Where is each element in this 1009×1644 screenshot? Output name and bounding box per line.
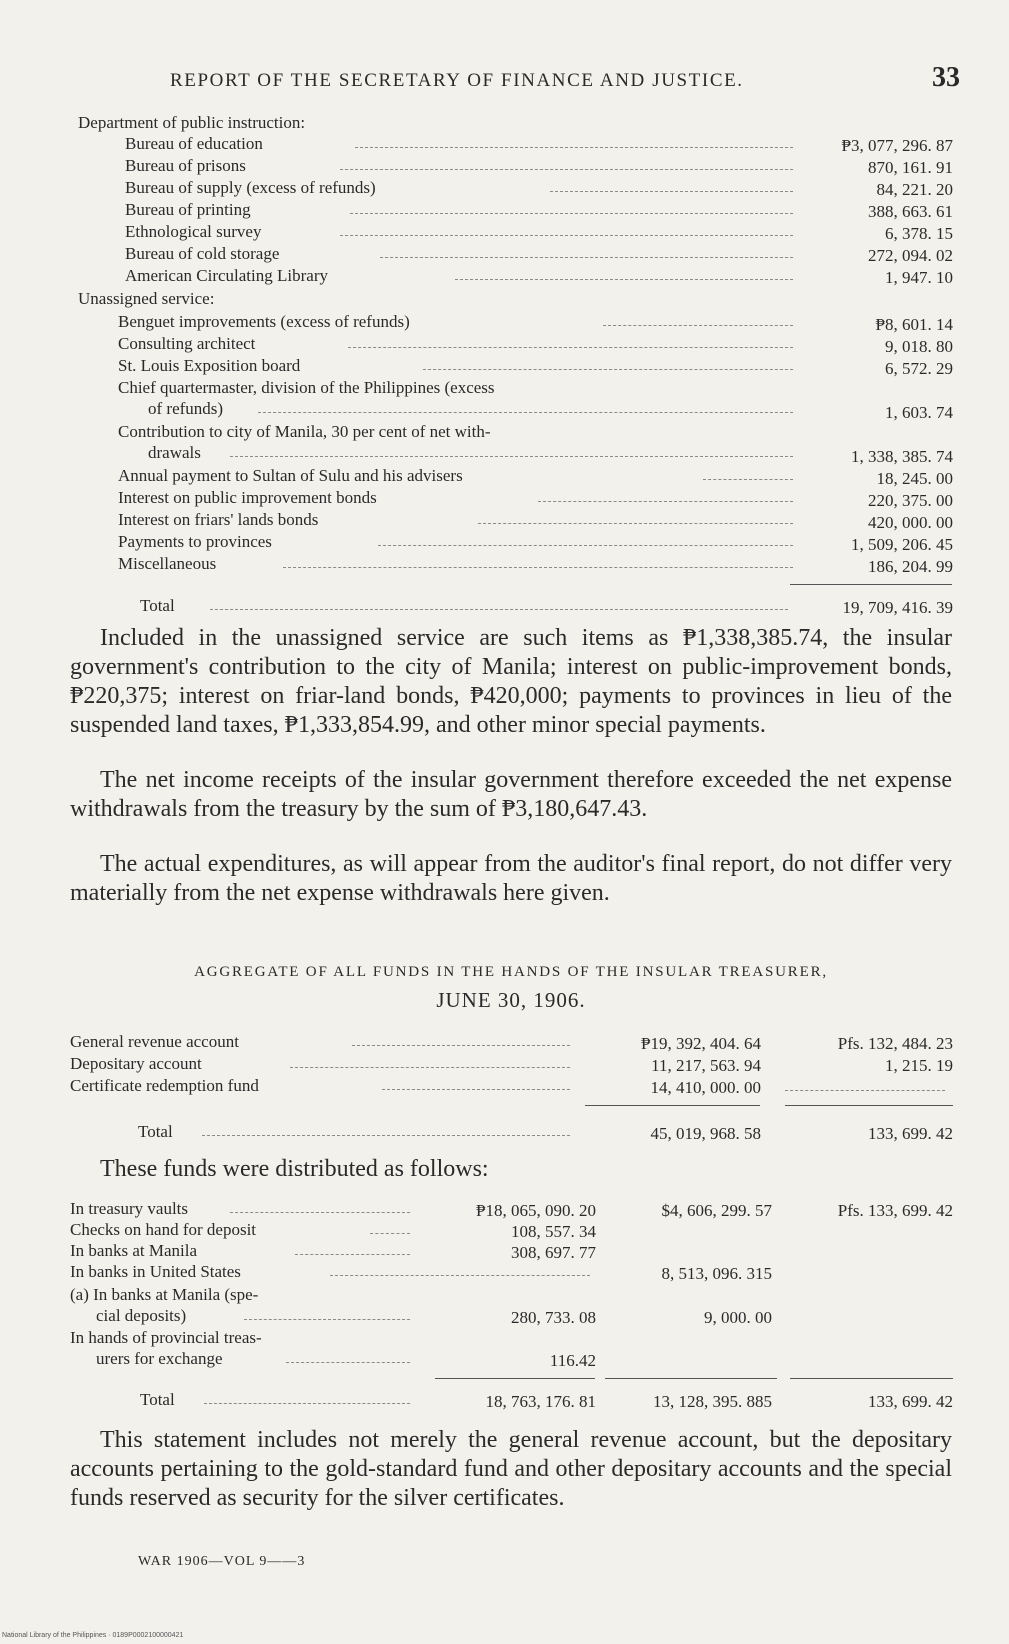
total-label: Total — [140, 1390, 175, 1409]
row-amount: 6, 378. 15 — [885, 224, 953, 243]
page-number: 33 — [932, 62, 960, 93]
leader-dots — [290, 1067, 570, 1068]
total-pfs: 133, 699. 42 — [868, 1392, 953, 1411]
aggregate-title-line: AGGREGATE OF ALL FUNDS IN THE HANDS OF THE INSULAR TREASURER, — [194, 964, 828, 980]
row-label: Certificate redemption fund — [70, 1076, 259, 1095]
row-label: Interest on public improvement bonds — [118, 488, 377, 507]
dept-heading: Department of public instruction: — [78, 113, 306, 132]
leader-dots — [330, 1275, 590, 1276]
total-rule — [790, 584, 952, 585]
cell-pfs: Pfs. 132, 484. 23 — [837, 1034, 953, 1053]
leader-dots — [370, 1233, 410, 1234]
total-rule — [585, 1105, 760, 1106]
row-label: Bureau of education — [125, 134, 263, 153]
leader-dots — [348, 347, 793, 348]
cell-dollars: 9, 000. 00 — [704, 1308, 772, 1327]
total-dollars: 13, 128, 395. 885 — [653, 1392, 772, 1411]
row-label: General revenue account — [70, 1032, 239, 1051]
row-amount: 9, 018. 80 — [885, 337, 953, 356]
row-label: Payments to provinces — [118, 532, 272, 551]
total-label: Total — [138, 1122, 173, 1141]
total-pesos: 45, 019, 968. 58 — [650, 1124, 761, 1143]
leader-dots — [382, 1089, 570, 1090]
row-label: In hands of provincial treas- — [70, 1328, 262, 1347]
row-label: Annual payment to Sultan of Sulu and his advisers — [118, 466, 463, 485]
signature-line: WAR 1906—VOL 9——3 — [138, 1554, 306, 1569]
leader-dots — [603, 325, 793, 326]
leader-dots — [340, 235, 793, 236]
row-label: American Circulating Library — [125, 266, 328, 285]
row-amount: 870, 161. 91 — [868, 158, 953, 177]
paragraph-net-income: The net income receipts of the insular government therefore exceeded the net expense withdrawals from the treasury by the sum of ₱3,180,647.43. — [70, 767, 952, 822]
paragraph-unassigned-items: Included in the unassigned service are such items as ₱1,338,385.74, the insular government's contribution to the city of Manila; interest on public-improvement bonds, ₱220,375; interest on friar-land bonds, ₱420,000; payments to provinces in lieu of the suspended land taxes, ₱1,333,854.99, and other minor special payments. — [70, 625, 952, 738]
row-label: Checks on hand for deposit — [70, 1220, 257, 1239]
leader-dots — [478, 523, 793, 524]
leader-dots — [230, 456, 793, 457]
row-label: In banks in United States — [70, 1262, 241, 1281]
total-pesos: 18, 763, 176. 81 — [485, 1392, 596, 1411]
leader-dots — [283, 567, 793, 568]
total-amount: 19, 709, 416. 39 — [842, 598, 953, 617]
row-label: Bureau of supply (excess of refunds) — [125, 178, 376, 197]
row-amount: 420, 000. 00 — [868, 513, 953, 532]
row-amount: 1, 947. 10 — [885, 268, 953, 287]
row-label-cont: urers for exchange — [96, 1349, 223, 1368]
row-label: Contribution to city of Manila, 30 per cent of net with- — [118, 422, 491, 441]
total-rule — [605, 1378, 777, 1379]
leader-dots — [355, 147, 793, 148]
aggregate-table-title — [70, 958, 952, 1014]
running-header — [160, 62, 960, 98]
row-label: (a) In banks at Manila (spe- — [70, 1285, 259, 1304]
cell-pesos: 280, 733. 08 — [511, 1308, 596, 1327]
total-pfs: 133, 699. 42 — [868, 1124, 953, 1143]
scan-attribution: National Library of the Philippines · 0189P0002100000421 — [2, 1632, 184, 1639]
leader-dots — [340, 169, 793, 170]
leader-dots — [550, 191, 793, 192]
row-label: Bureau of prisons — [125, 156, 246, 175]
row-label-cont: drawals — [148, 443, 201, 462]
paragraph-statement-note: This statement includes not merely the general revenue account, but the depositary accounts pertaining to the gold-standard fund and other depositary accounts and the special funds reserved as security for the silver certificates. — [70, 1427, 952, 1511]
row-amount: 1, 509, 206. 45 — [851, 535, 953, 554]
leader-dots — [295, 1254, 410, 1255]
paragraph-actual-expenditures: The actual expenditures, as will appear from the auditor's final report, do not differ very materially from the net expense withdrawals here given. — [70, 851, 952, 906]
leader-dots — [202, 1135, 570, 1136]
row-label: In treasury vaults — [70, 1199, 189, 1218]
leader-dots — [703, 479, 793, 480]
leader-dots — [210, 609, 788, 610]
cell-pesos: 14, 410, 000. 00 — [650, 1078, 761, 1097]
row-label: Interest on friars' lands bonds — [118, 510, 319, 529]
cell-dollars: $4, 606, 299. 57 — [661, 1201, 772, 1220]
empty-cell-dash — [785, 1090, 945, 1091]
leader-dots — [538, 501, 793, 502]
row-amount: 18, 245. 00 — [876, 469, 953, 488]
leader-dots — [244, 1319, 410, 1320]
aggregate-title-date: JUNE 30, 1906. — [436, 988, 586, 1012]
row-amount: 186, 204. 99 — [868, 557, 953, 576]
row-amount: 1, 338, 385. 74 — [851, 447, 953, 466]
row-amount: 1, 603. 74 — [885, 403, 953, 422]
cell-pesos: 116.42 — [549, 1351, 596, 1370]
row-label-cont: cial deposits) — [96, 1306, 187, 1325]
row-label: Benguet improvements (excess of refunds) — [118, 312, 410, 331]
row-amount: 6, 572. 29 — [885, 359, 953, 378]
cell-dollars: 8, 513, 096. 315 — [661, 1264, 772, 1283]
row-label-cont: of refunds) — [148, 399, 224, 418]
row-amount: 84, 221. 20 — [876, 180, 953, 199]
paragraph-distribution-intro: These funds were distributed as follows: — [100, 1156, 489, 1182]
row-amount: ₱8, 601. 14 — [875, 315, 953, 334]
leader-dots — [352, 1045, 570, 1046]
row-label: Chief quartermaster, division of the Philippines (excess — [118, 378, 495, 397]
leader-dots — [455, 279, 793, 280]
total-rule — [435, 1378, 595, 1379]
total-rule — [785, 1105, 953, 1106]
cell-pesos: ₱19, 392, 404. 64 — [641, 1034, 761, 1053]
leader-dots — [350, 213, 793, 214]
leader-dots — [230, 1212, 410, 1213]
row-amount: 220, 375. 00 — [868, 491, 953, 510]
leader-dots — [204, 1403, 410, 1404]
cell-pesos: 11, 217, 563. 94 — [651, 1056, 761, 1075]
leader-dots — [380, 257, 793, 258]
row-amount: 388, 663. 61 — [868, 202, 953, 221]
cell-pesos: 108, 557. 34 — [511, 1222, 596, 1241]
leader-dots — [423, 369, 793, 370]
unassigned-heading: Unassigned service: — [78, 289, 215, 308]
cell-pesos: ₱18, 065, 090. 20 — [476, 1201, 596, 1220]
row-label: Depositary account — [70, 1054, 202, 1073]
total-label: Total — [140, 596, 175, 615]
row-label: St. Louis Exposition board — [118, 356, 301, 375]
row-amount: 272, 094. 02 — [868, 246, 953, 265]
cell-pfs: 1, 215. 19 — [885, 1056, 953, 1075]
row-label: Consulting architect — [118, 334, 256, 353]
row-label: Bureau of printing — [125, 200, 251, 219]
leader-dots — [286, 1362, 410, 1363]
row-label: Bureau of cold storage — [125, 244, 280, 263]
row-label: In banks at Manila — [70, 1241, 197, 1260]
cell-pfs: Pfs. 133, 699. 42 — [837, 1201, 953, 1220]
leader-dots — [258, 412, 793, 413]
cell-pesos: 308, 697. 77 — [511, 1243, 596, 1262]
leader-dots — [378, 545, 793, 546]
row-amount: ₱3, 077, 296. 87 — [841, 136, 953, 155]
row-label: Ethnological survey — [125, 222, 262, 241]
total-rule — [790, 1378, 953, 1379]
header-title: REPORT OF THE SECRETARY OF FINANCE AND JUSTICE. — [170, 70, 744, 91]
row-label: Miscellaneous — [118, 554, 217, 573]
